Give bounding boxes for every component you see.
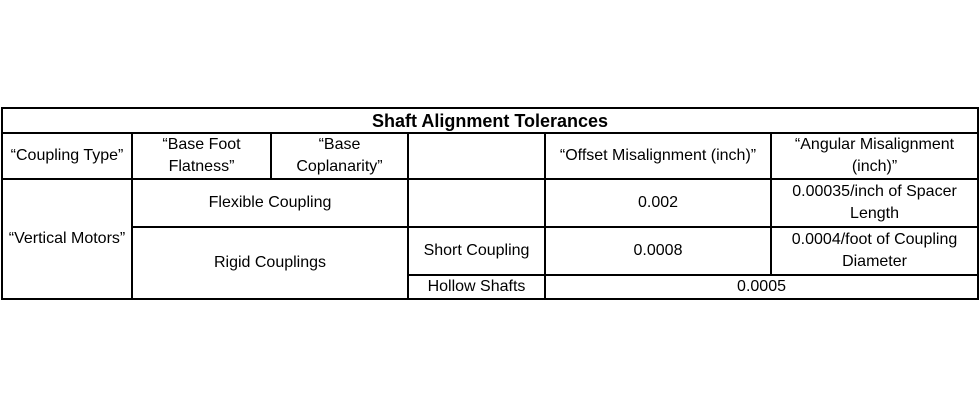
header-offset-misalignment: “Offset Misalignment (inch)”: [545, 133, 771, 179]
flexible-sub-blank: [408, 179, 545, 227]
hollow-shafts-value: 0.0005: [545, 275, 978, 299]
header-angular-misalignment: “Angular Misalignment (inch)”: [771, 133, 978, 179]
short-coupling-label: Short Coupling: [408, 227, 545, 275]
rigid-couplings-label: Rigid Couplings: [132, 227, 408, 299]
header-blank: [408, 133, 545, 179]
group-vertical-motors: “Vertical Motors”: [2, 179, 132, 299]
shaft-alignment-table: [1, 107, 979, 300]
flexible-angular-value: 0.00035/inch of Spacer Length: [771, 179, 978, 227]
flexible-offset-value: 0.002: [545, 179, 771, 227]
header-coupling-type: “Coupling Type”: [2, 133, 132, 179]
short-coupling-offset-value: 0.0008: [545, 227, 771, 275]
table-title: Shaft Alignment Tolerances: [2, 108, 978, 133]
short-coupling-angular-value: 0.0004/foot of Coupling Diameter: [771, 227, 978, 275]
header-base-coplanarity: “Base Coplanarity”: [271, 133, 408, 179]
header-row: [2, 133, 978, 179]
hollow-shafts-label: Hollow Shafts: [408, 275, 545, 299]
header-base-foot-flatness: “Base Foot Flatness”: [132, 133, 271, 179]
flexible-coupling-label: Flexible Coupling: [132, 179, 408, 227]
table-row-flexible: [2, 179, 978, 227]
table-row-rigid-short: [2, 227, 978, 275]
